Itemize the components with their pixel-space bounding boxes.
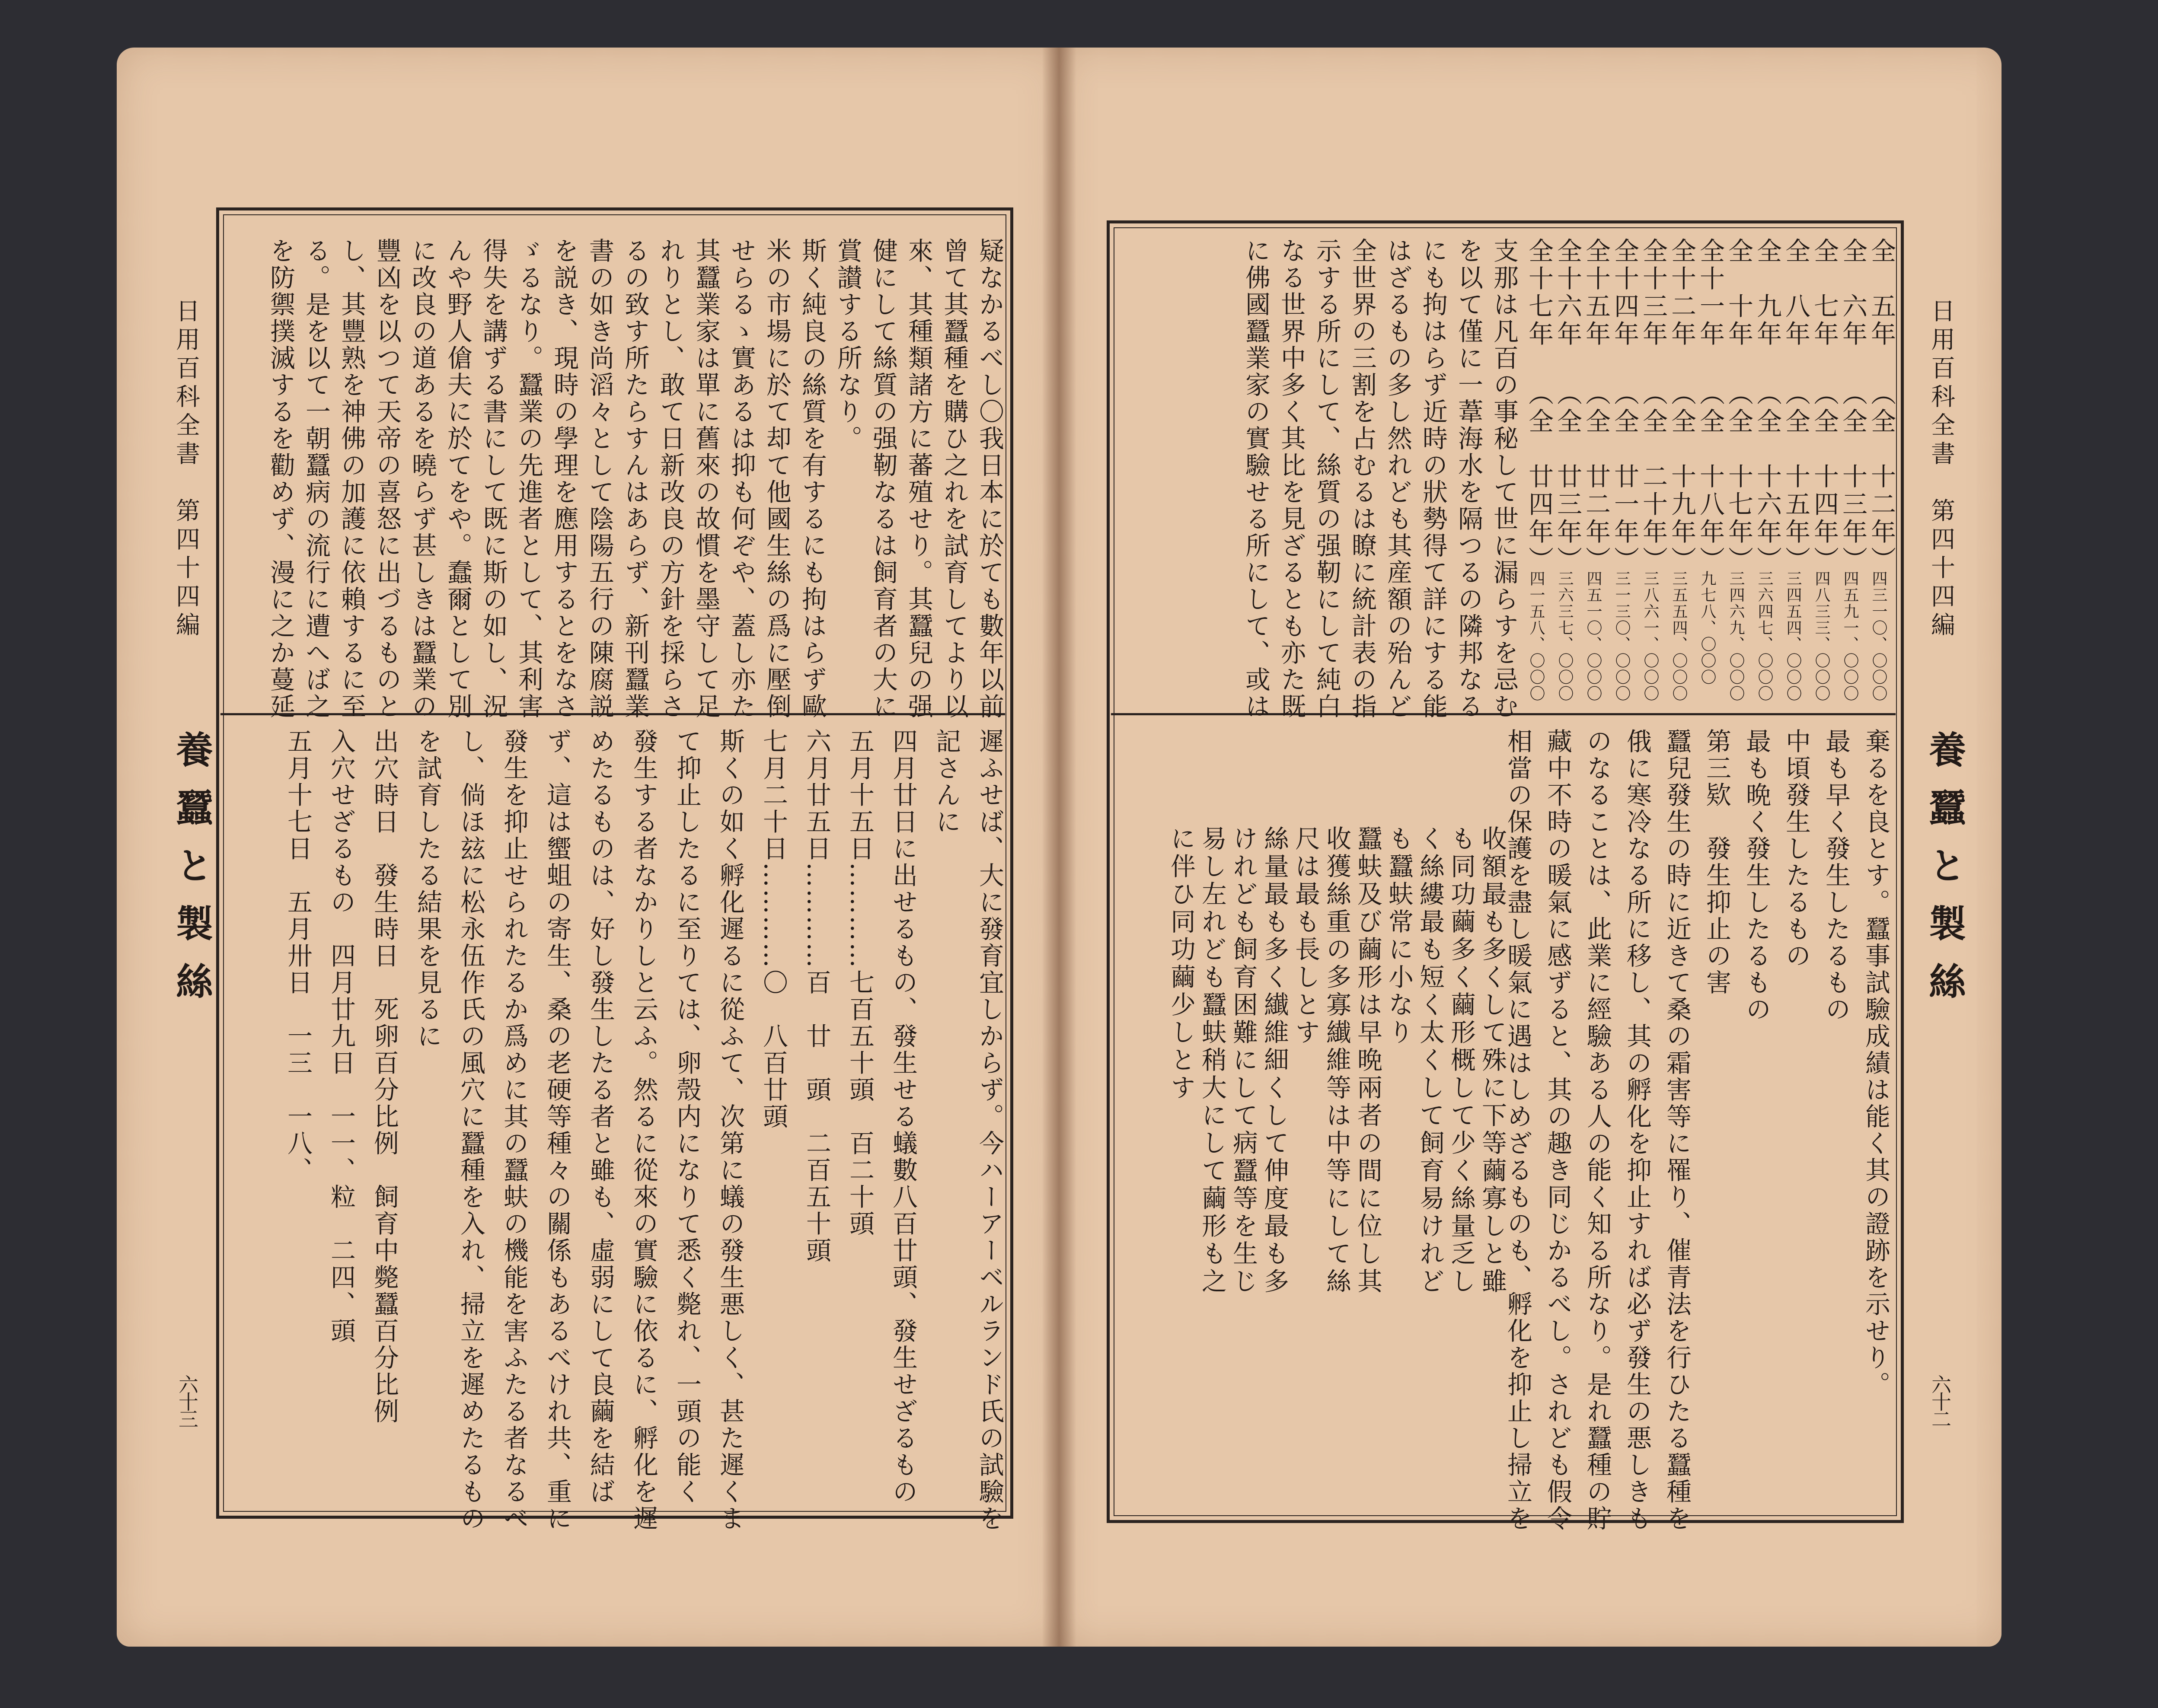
text-column: 來、其種類諸方に蕃殖せり。其蠶兒の强 xyxy=(904,238,933,720)
table-paren-cell: （全 十八年） xyxy=(1695,380,1725,574)
table-paren-cell: （全 廿一年） xyxy=(1610,380,1639,574)
text-column: 棄るを良とす。蠶事試驗成績は能く其の證跡を示せり。 xyxy=(1861,728,1890,1398)
text-column: 出穴時日 發生時日 死卵百分比例 飼育中斃蠶百分比例 xyxy=(370,728,399,1425)
table-value-cell: 三四五四、〇〇〇 xyxy=(1784,570,1802,702)
text-column: れりとし、敢て日新改良の方針を採らさ xyxy=(656,238,685,720)
text-column: 斯くの如く孵化遲るに從ふて、次第に蟻の發生悪しく、甚た遲くま xyxy=(715,728,745,1532)
table-year-cell: 全 七年 xyxy=(1810,238,1839,348)
text-column: 五月十七日 五月卅日 一三 一八、 xyxy=(283,728,313,1184)
text-column: なる世界中多く其比を見ざるとも亦た既 xyxy=(1277,238,1306,720)
text-column: 六月廿五日…………百 廿 頭 二百五十頭 xyxy=(802,728,831,1264)
text-column: に佛國蠶業家の實驗せる所にして、或は xyxy=(1241,238,1271,720)
text-column: ゞるなり。蠶業の先進者として、其利害 xyxy=(514,238,543,720)
table-paren-cell: （全 十四年） xyxy=(1810,380,1839,574)
text-column: に改良の道あるを曉らず甚しきは蠶業の xyxy=(408,238,437,720)
text-column: を試育したる結果を見るに xyxy=(413,728,442,1050)
table-year-cell: 全十七年 xyxy=(1524,238,1554,348)
text-column: る。是を以て一朝蠶病の流行に遭へば之 xyxy=(301,238,331,720)
note-column: 收額最も多くして殊に下等繭寡しと雖 xyxy=(1478,825,1507,1296)
text-column: 四月廿日に出せるもの、發生せる蟻數八百廿頭、發生せざるもの xyxy=(888,728,918,1505)
table-value-cell: 四八三三、〇〇〇 xyxy=(1813,570,1830,702)
text-column: 遲ふせば、大に發育宜しからず。今ハーアーベルランド氏の試驗を xyxy=(975,728,1004,1532)
table-paren-cell: （全 廿三年） xyxy=(1553,380,1582,574)
text-column: んや野人傖夫に於てをや。蠢爾として別 xyxy=(443,238,472,720)
note-column: く絲縷最も短く太くして飼育易けれど xyxy=(1415,825,1445,1296)
table-paren-cell: （全 十九年） xyxy=(1667,380,1696,574)
table-value-cell: 三八六一、〇〇〇 xyxy=(1641,570,1659,702)
table-year-cell: 全 六年 xyxy=(1838,238,1868,348)
text-column: 斯く純良の絲質を有するにも拘はらず歐 xyxy=(798,238,827,720)
table-year-cell: 全 十年 xyxy=(1724,238,1753,348)
left-page-title: 養蠶と製絲 xyxy=(169,730,213,1020)
book-gutter xyxy=(1042,48,1076,1647)
text-column: て抑止したるに至りては、卵殼内になりて悉く斃れ、一頭の能く xyxy=(672,728,702,1505)
text-column: のなることは、此業に經驗ある人の能く知る所なり。是れ蠶種の貯 xyxy=(1583,728,1612,1532)
left-page xyxy=(117,48,1059,1647)
text-column: 藏中不時の暖氣に感ずると、其の趣き同じかるべし。されども假令 xyxy=(1543,728,1572,1532)
text-column: を防禦撲滅するを勸めず、漫に之か蔓延 xyxy=(266,238,295,720)
text-column: 蠶兒發生の時に近きて桑の霜害等に罹り、催青法を行ひたる蠶種を xyxy=(1662,728,1692,1532)
table-year-cell: 全 九年 xyxy=(1753,238,1782,348)
text-column: めたるものは、好し發生したる者と雖も、虛弱にして良繭を結ば xyxy=(586,728,615,1505)
note-column: 易し左れども蠶蚨稍大にして繭形も之 xyxy=(1197,825,1227,1296)
text-column: 相當の保護を盡し暖氣に遇はしめざるものも、孵化を抑止し掃立を xyxy=(1503,728,1532,1532)
table-year-cell: 全十四年 xyxy=(1610,238,1639,348)
table-value-cell: 四五九一、〇〇〇 xyxy=(1841,570,1859,702)
table-year-cell: 全十五年 xyxy=(1581,238,1611,348)
text-column: 五月十五日…………七百五十頭 百二十頭 xyxy=(845,728,875,1237)
text-column: 米の市場に於て却て他國生絲の爲に壓倒 xyxy=(762,238,792,720)
table-value-cell: 九七八、〇〇〇 xyxy=(1698,570,1716,685)
text-column: 全世界の三割を占むるは瞭に統計表の指 xyxy=(1347,238,1377,720)
text-column: 七月二十日…………〇 八百廿頭 xyxy=(759,728,788,1130)
text-column: にも拘はらず近時の狀勢得て詳にする能 xyxy=(1418,238,1448,720)
table-value-cell: 三一三〇、〇〇〇 xyxy=(1613,570,1631,702)
open-book xyxy=(117,48,2002,1647)
table-year-cell: 全十一年 xyxy=(1695,238,1725,348)
text-column: 書の如き尚滔々として陰陽五行の陳腐説 xyxy=(585,238,614,720)
text-column: 曾て其蠶種を購ひ之れを試育してより以 xyxy=(939,238,969,720)
table-paren-cell: （全 廿四年） xyxy=(1524,380,1554,574)
table-year-cell: 全 五年 xyxy=(1867,238,1896,348)
note-column: 尺は最も長しとす xyxy=(1291,825,1320,1047)
right-page-title: 養蠶と製絲 xyxy=(1922,730,1966,1020)
table-value-cell: 三四六九、〇〇〇 xyxy=(1727,570,1745,702)
text-column: 最も早く發生したるもの xyxy=(1821,728,1851,1023)
table-year-cell: 全十二年 xyxy=(1667,238,1696,348)
table-value-cell: 四一五八、〇〇〇 xyxy=(1527,570,1545,702)
text-column: 中頃發生したるもの xyxy=(1781,728,1811,969)
left-page-number: 六十三 xyxy=(176,1374,199,1426)
note-column: も同功繭多く繭形概して少く絲量乏し xyxy=(1446,825,1476,1296)
text-column: 賞讃する所なり。 xyxy=(833,238,862,452)
text-column: 入穴せざるもの 四月廿九日 一一、粒 二四、頭 xyxy=(326,728,356,1345)
note-column: 絲量最も多く纎維細くして伸度最も多 xyxy=(1260,825,1289,1296)
text-column: 示する所にして、絲質の强靭にして純白 xyxy=(1312,238,1341,720)
note-column: 蠶蚨及び繭形は早晩兩者の間に位し其 xyxy=(1353,825,1382,1296)
table-value-cell: 三六四七、〇〇〇 xyxy=(1756,570,1773,702)
table-year-cell: 全十六年 xyxy=(1553,238,1582,348)
table-value-cell: 四五一〇、〇〇〇 xyxy=(1584,570,1602,702)
text-column: 最も晩く發生したるもの xyxy=(1742,728,1771,1023)
text-column: るの致す所たらすんはあらず、新刊蠶業 xyxy=(620,238,650,720)
text-column: 發生する者なかりしと云ふ。然るに從來の實驗に依るに、孵化を遲 xyxy=(629,728,658,1532)
table-paren-cell: （全 十二年） xyxy=(1867,380,1896,574)
text-column: を以て僅に一葦海水を隔つるの隣邦なる xyxy=(1454,238,1483,720)
table-value-cell: 四三一〇、〇〇〇 xyxy=(1870,570,1887,702)
right-page xyxy=(1059,48,2002,1647)
text-column: 發生を抑止せられたるか爲めに其の蠶蚨の機能を害ふたる者なるべ xyxy=(499,728,529,1532)
table-value-cell: 三五五四、〇〇〇 xyxy=(1670,570,1688,702)
table-paren-cell: （全 廿二年） xyxy=(1581,380,1611,574)
text-column: 第三欵 發生抑止の害 xyxy=(1702,728,1731,996)
note-column: けれども飼育困難にして病蠶等を生じ xyxy=(1229,825,1258,1296)
text-column: ず、這は蠁蛆の寄生、桑の老硬等種々の關係もあるべけれ共、重に xyxy=(543,728,572,1532)
note-column: に伴ひ同功繭少しとす xyxy=(1166,825,1196,1102)
note-column: も蠶蚨常に小なり xyxy=(1384,825,1414,1047)
right-running-head: 日用百科全書 第四十四編 xyxy=(1927,298,1955,640)
text-column: 健にして絲質の强靭なるは飼育者の大に xyxy=(868,238,898,720)
text-column: 得失を講ずる書にして既に斯の如し、況 xyxy=(479,238,508,720)
table-paren-cell: （全 十三年） xyxy=(1838,380,1868,574)
note-column: 收獲絲重の多寡纎維等は中等にして絲 xyxy=(1322,825,1351,1296)
table-value-cell: 三六三七、〇〇〇 xyxy=(1556,570,1574,702)
text-column: 俄に寒冷なる所に移し、其の孵化を抑止すれば必ず發生の悪しきも xyxy=(1622,728,1652,1532)
text-column: し、倘ほ玆に松永伍作氏の風穴に蠶種を入れ、掃立を遲めたるもの xyxy=(456,728,485,1532)
text-column: せらるゝ實あるは抑も何ぞや、蓋し亦た xyxy=(727,238,756,720)
table-paren-cell: （全 十六年） xyxy=(1753,380,1782,574)
text-column: 記さんに xyxy=(932,728,961,835)
text-column: 豐凶を以つて天帝の喜怒に出づるものと xyxy=(372,238,402,720)
text-column: し、其豐熟を神佛の加護に依賴するに至 xyxy=(337,238,366,720)
table-year-cell: 全 八年 xyxy=(1781,238,1810,348)
table-paren-cell: （全 十五年） xyxy=(1781,380,1810,574)
text-column: 其蠶業家は單に舊來の故慣を墨守して足 xyxy=(691,238,721,720)
text-column: 支那は凡百の事秘して世に漏らすを忌む xyxy=(1489,238,1519,720)
table-paren-cell: （全 二十年） xyxy=(1638,380,1668,574)
left-running-head: 日用百科全書 第四十四編 xyxy=(172,298,200,640)
table-year-cell: 全十三年 xyxy=(1638,238,1668,348)
right-page-number: 六十二 xyxy=(1928,1374,1952,1426)
text-column: 疑なかるべし〇我日本に於ても數年以前 xyxy=(975,238,1004,720)
text-column: はざるもの多し然れども其産額の殆んど xyxy=(1383,238,1412,720)
text-column: を説き、現時の學理を應用するとをなさ xyxy=(549,238,579,720)
table-paren-cell: （全 十七年） xyxy=(1724,380,1753,574)
